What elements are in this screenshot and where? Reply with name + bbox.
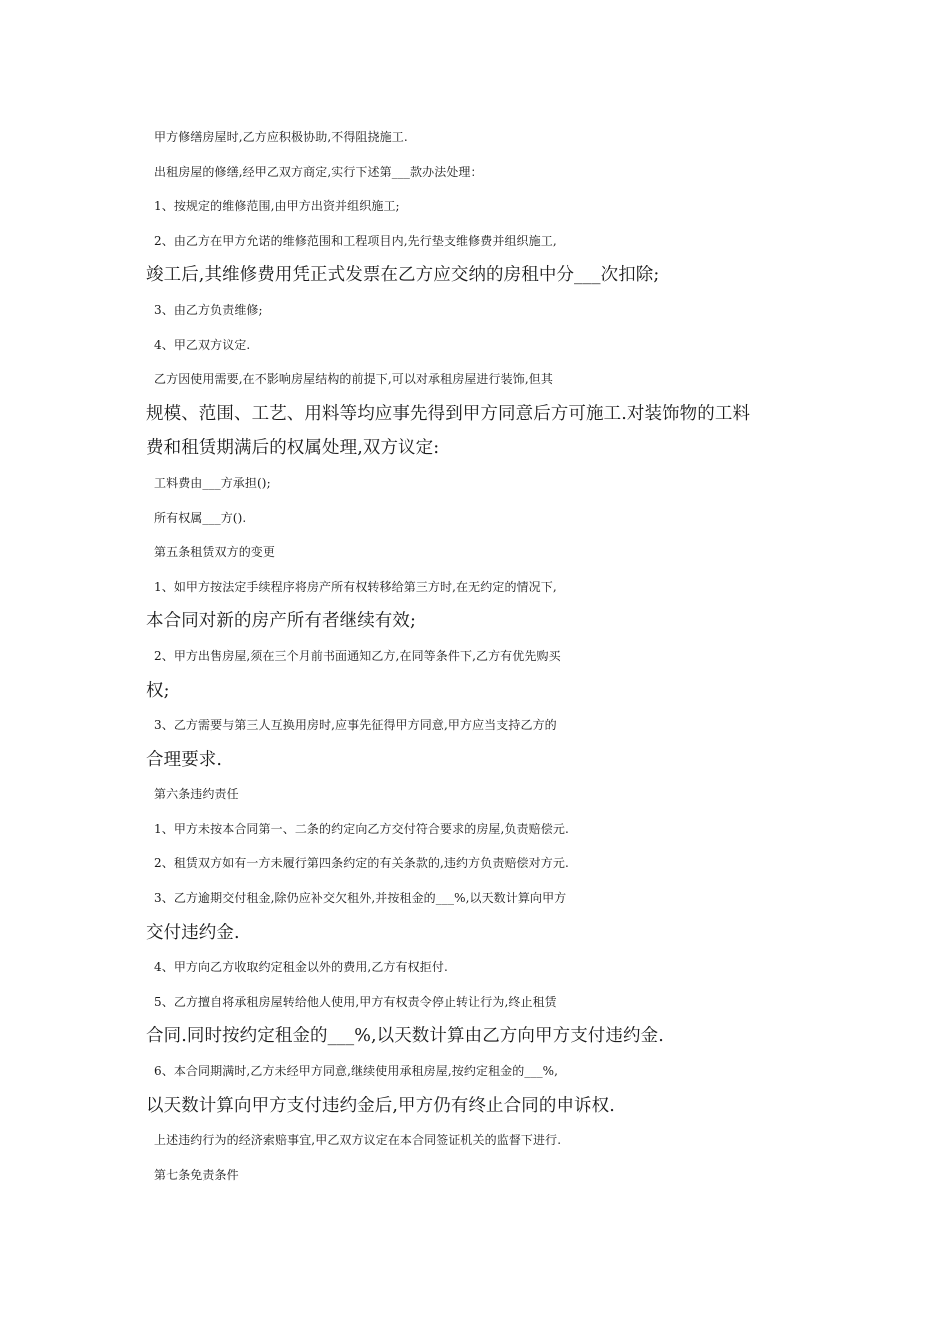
document-line: 规模、范围、工艺、用料等均应事先得到甲方同意后方可施工.对装饰物的工料 bbox=[146, 403, 751, 424]
document-line: 3、乙方需要与第三人互换用房时,应事先征得甲方同意,甲方应当支持乙方的 bbox=[154, 718, 557, 733]
document-page bbox=[146, 120, 846, 1192]
document-line: 所有权属___方(). bbox=[154, 510, 247, 525]
document-line: 3、由乙方负责维修; bbox=[154, 302, 263, 317]
document-line: 1、按规定的维修范围,由甲方出资并组织施工; bbox=[154, 199, 400, 214]
document-line: 第七条免责条件 bbox=[154, 1167, 239, 1182]
document-line: 第六条违约责任 bbox=[154, 787, 239, 802]
document-line: 2、租赁双方如有一方未履行第四条约定的有关条款的,违约方负责赔偿对方元. bbox=[154, 856, 569, 871]
document-line: 合同.同时按约定租金的___%,以天数计算由乙方向甲方支付违约金. bbox=[146, 1026, 664, 1047]
document-line: 费和租赁期满后的权属处理,双方议定: bbox=[146, 438, 440, 459]
document-line: 乙方因使用需要,在不影响房屋结构的前提下,可以对承租房屋进行装饰,但其 bbox=[154, 372, 553, 387]
document-line: 工料费由___方承担(); bbox=[154, 475, 271, 490]
document-line: 1、甲方未按本合同第一、二条的约定向乙方交付符合要求的房屋,负责赔偿元. bbox=[154, 821, 569, 836]
document-line: 2、甲方出售房屋,须在三个月前书面通知乙方,在同等条件下,乙方有优先购买 bbox=[154, 648, 561, 663]
document-line: 4、甲方向乙方收取约定租金以外的费用,乙方有权拒付. bbox=[154, 960, 448, 975]
document-line: 4、甲乙双方议定. bbox=[154, 337, 251, 352]
document-line: 以天数计算向甲方支付违约金后,甲方仍有终止合同的申诉权. bbox=[146, 1095, 615, 1116]
document-line: 第五条租赁双方的变更 bbox=[154, 545, 276, 560]
document-line: 竣工后,其维修费用凭正式发票在乙方应交纳的房租中分___次扣除; bbox=[146, 265, 660, 286]
document-line: 交付违约金. bbox=[146, 922, 240, 943]
document-line: 上述违约行为的经济索赔事宜,甲乙双方议定在本合同签证机关的监督下进行. bbox=[154, 1133, 562, 1148]
document-line: 1、如甲方按法定手续程序将房产所有权转移给第三方时,在无约定的情况下, bbox=[154, 579, 557, 594]
document-line: 2、由乙方在甲方允诺的维修范围和工程项目内,先行垫支维修费并组织施工, bbox=[154, 233, 557, 248]
document-line: 本合同对新的房产所有者继续有效; bbox=[146, 611, 416, 632]
document-line: 3、乙方逾期交付租金,除仍应补交欠租外,并按租金的___%,以天数计算向甲方 bbox=[154, 891, 567, 906]
document-line: 甲方修缮房屋时,乙方应积极协助,不得阻挠施工. bbox=[154, 130, 408, 144]
document-line: 6、本合同期满时,乙方未经甲方同意,继续使用承租房屋,按约定租金的___%, bbox=[154, 1064, 559, 1079]
document-line: 合理要求. bbox=[146, 749, 223, 770]
document-line: 5、乙方擅自将承租房屋转给他人使用,甲方有权责令停止转让行为,终止租赁 bbox=[154, 994, 557, 1009]
document-line: 出租房屋的修缮,经甲乙双方商定,实行下述第___款办法处理： bbox=[154, 164, 483, 179]
document-line: 权; bbox=[146, 680, 170, 701]
